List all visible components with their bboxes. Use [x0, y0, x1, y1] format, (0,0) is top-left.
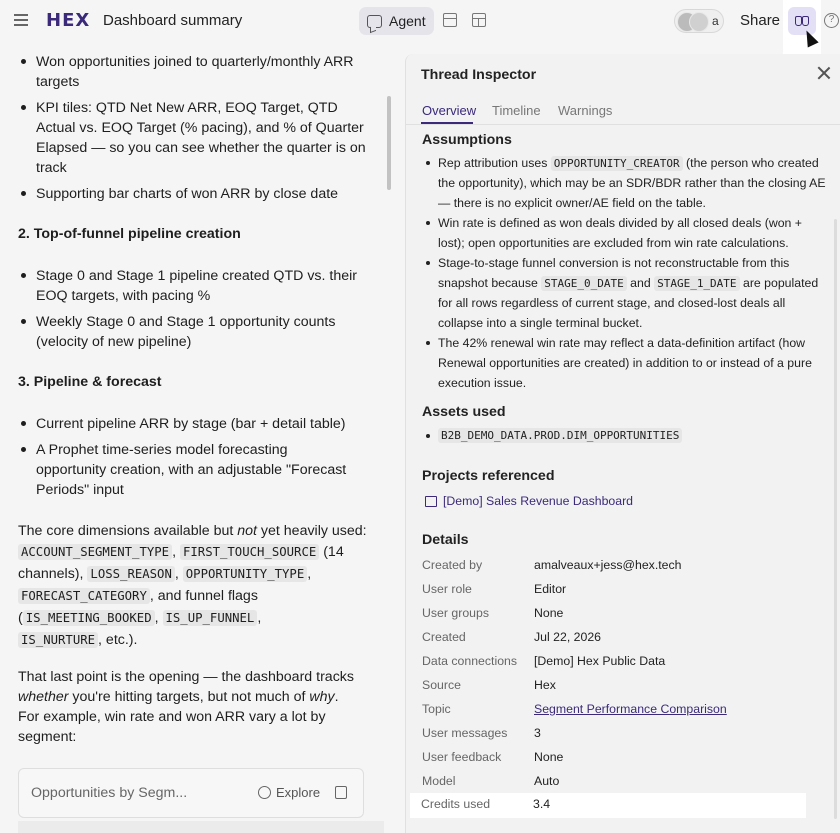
layout-split-icon[interactable] [472, 13, 486, 27]
chart-card-title: Opportunities by Segm... [31, 785, 188, 801]
menu-icon[interactable] [14, 14, 28, 26]
code-span: ACCOUNT_SEGMENT_TYPE [18, 544, 172, 560]
asset-item [438, 425, 682, 446]
assumption-text: The 42% renewal win rate may reflect a data-definition artifact (how [438, 336, 806, 350]
chat-paragraph: channels), LOSS_REASON , OPPORTUNITY_TYPE , [18, 566, 312, 582]
code-span: STAGE_1_DATE [654, 276, 739, 291]
code-span: LOSS_REASON [87, 566, 174, 582]
code-span: IS_MEETING_BOOKED [23, 610, 155, 626]
close-icon[interactable] [816, 65, 832, 81]
topic-link[interactable]: Segment Performance Comparison [534, 702, 727, 716]
chat-paragraph: segment: [18, 729, 77, 745]
assets-heading: Assets used [422, 404, 506, 420]
chat-text: A Prophet time-series model forecasting [36, 442, 288, 458]
assumptions-heading: Assumptions [422, 132, 512, 148]
detail-key: Created [422, 630, 466, 644]
thread-inspector-panel [405, 54, 840, 833]
detail-key: User groups [422, 606, 489, 620]
assumption-text: Stage-to-stage funnel conversion is not reconstructable from this [438, 256, 790, 270]
assumption-text: collapse into a single terminal bucket. [438, 316, 643, 330]
tabs-divider [406, 124, 840, 125]
credits-used-row [410, 793, 806, 818]
bullet [21, 105, 26, 110]
detail-value: 3 [534, 726, 541, 740]
detail-value: amalveaux+jess@hex.tech [534, 558, 682, 572]
code-span: OPPORTUNITY_TYPE [183, 566, 307, 582]
bullet [426, 261, 430, 265]
chat-text: Won opportunities joined to quarterly/monthly ARR [36, 54, 354, 70]
detail-value: Editor [534, 582, 567, 596]
chart-icon [425, 496, 437, 507]
bullet [21, 59, 26, 64]
assumption-text: — there is no explicit owner/AE field on the table. [438, 196, 706, 210]
panel-title: Thread Inspector [421, 67, 537, 83]
projects-heading: Projects referenced [422, 468, 555, 484]
bullet [21, 447, 26, 452]
compass-icon [258, 786, 271, 799]
avatar [689, 12, 709, 32]
code-span: FORECAST_CATEGORY [18, 588, 150, 604]
help-icon[interactable]: ? [824, 13, 839, 28]
tab-warnings[interactable]: Warnings [558, 103, 613, 118]
explore-button[interactable]: Explore [258, 785, 320, 800]
bullet [21, 319, 26, 324]
chat-text: EOQ targets, with pacing % [36, 288, 211, 304]
open-cell-icon[interactable] [335, 786, 347, 799]
chat-paragraph: IS_NURTURE , etc.). [18, 630, 137, 650]
top-bar [0, 0, 840, 42]
detail-key: Created by [422, 558, 483, 572]
assumption-text: the opportunity), which may be an SDR/BDR rather than the closing AE [438, 176, 826, 190]
chat-text: Stage 0 and Stage 1 pipeline created QTD vs. their [36, 268, 357, 284]
chat-paragraph: For example, win rate and won ARR vary a lot by [18, 709, 326, 725]
section-heading: 2. Top-of-funnel pipeline creation [18, 226, 241, 242]
detail-key: Source [422, 678, 461, 692]
bullet [426, 221, 430, 225]
detail-key: Model [422, 774, 456, 788]
assumption-text: Renewal opportunities are created) in addition to or instead of a pure [438, 356, 812, 370]
chat-bubble-icon [367, 15, 382, 28]
chat-text: Weekly Stage 0 and Stage 1 opportunity counts [36, 314, 336, 330]
detail-key: Credits used [421, 797, 491, 811]
chat-paragraph: FORECAST_CATEGORY , and funnel flags [18, 586, 258, 606]
chat-text: targets [36, 74, 80, 90]
detail-value: Hex [534, 678, 556, 692]
bullet [426, 434, 430, 438]
detail-key: Data connections [422, 654, 518, 668]
agent-button[interactable] [359, 7, 434, 35]
avatar-letter: a [712, 14, 719, 28]
detail-value: None [534, 750, 564, 764]
section-heading: 3. Pipeline & forecast [18, 374, 162, 390]
chat-paragraph: The core dimensions available but not yet heavily used: [18, 523, 367, 539]
detail-value: 3.4 [533, 797, 551, 811]
chat-text: opportunity creation, with an adjustable "Forecast [36, 462, 347, 478]
details-heading: Details [422, 532, 469, 548]
assumption-text: execution issue. [438, 376, 527, 390]
chat-text: Supporting bar charts of won ARR by close date [36, 186, 339, 202]
assumption-text: snapshot because STAGE_0_DATE and STAGE_1_DATE are populated [438, 276, 819, 290]
assumption-text: Win rate is defined as won deals divided by all closed deals (won + [438, 216, 802, 230]
detail-key: Topic [422, 702, 451, 716]
panel-scrollbar[interactable] [834, 219, 837, 819]
project-link[interactable]: [Demo] Sales Revenue Dashboard [443, 494, 634, 508]
bullet [426, 341, 430, 345]
chat-text: Elapsed — so you can see whether the quarter is on [36, 140, 366, 156]
assumption-text: for all rows regardless of current stage, and closed-lost deals all [438, 296, 786, 310]
chat-text: Current pipeline ARR by stage (bar + detail table) [36, 416, 346, 432]
detail-value: Auto [534, 774, 560, 788]
chat-scrollbar[interactable] [387, 96, 391, 190]
detail-key: User feedback [422, 750, 502, 764]
detail-value: None [534, 606, 564, 620]
detail-key: User role [422, 582, 472, 596]
code-span: FIRST_TOUCH_SOURCE [180, 544, 319, 560]
chat-next-card [18, 821, 384, 833]
detail-value: [Demo] Hex Public Data [534, 654, 666, 668]
assumption-text: lost); open opportunities are excluded from win rate calculations. [438, 236, 789, 250]
code-span: IS_UP_FUNNEL [163, 610, 258, 626]
bullet [426, 161, 430, 165]
bullet [21, 191, 26, 196]
chat-text: (velocity of new pipeline) [36, 334, 192, 350]
bullet [21, 421, 26, 426]
chat-paragraph: ( IS_MEETING_BOOKED , IS_UP_FUNNEL , [18, 610, 262, 626]
agent-chat-pane [0, 42, 400, 833]
share-button[interactable]: Share [740, 12, 781, 29]
detail-value: Jul 22, 2026 [534, 630, 602, 644]
chat-paragraph: whether you're hitting targets, but not much of why. [18, 689, 339, 705]
chat-text: Periods" input [36, 482, 124, 498]
page-title[interactable]: Dashboard summary [103, 12, 243, 29]
chat-text: Actual vs. EOQ Target (% pacing), and % of Quarter [36, 120, 364, 136]
code-span: STAGE_0_DATE [541, 276, 626, 291]
agent-label: Agent [389, 13, 426, 29]
chat-text: track [36, 160, 67, 176]
assumption-text: Rep attribution uses OPPORTUNITY_CREATOR (the person who created [438, 156, 819, 170]
hex-logo[interactable]: HEX [46, 10, 91, 31]
code-span: B2B_DEMO_DATA.PROD.DIM_OPPORTUNITIES [438, 428, 682, 443]
chat-paragraph: That last point is the opening — the dashboard tracks [18, 669, 354, 685]
chart-card[interactable] [18, 768, 364, 818]
collaborator-avatars[interactable] [674, 9, 724, 33]
tab-timeline[interactable]: Timeline [492, 103, 541, 118]
code-span: OPPORTUNITY_CREATOR [551, 156, 683, 171]
chat-paragraph: ACCOUNT_SEGMENT_TYPE , FIRST_TOUCH_SOURCE (14 [18, 542, 344, 562]
tab-overview[interactable]: Overview [422, 103, 477, 118]
detail-key: User messages [422, 726, 508, 740]
layout-single-icon[interactable] [443, 13, 457, 27]
chat-text: KPI tiles: QTD Net New ARR, EOQ Target, QTD [36, 100, 338, 116]
binoculars-icon [795, 16, 802, 26]
code-span: IS_NURTURE [18, 632, 98, 648]
bullet [21, 273, 26, 278]
